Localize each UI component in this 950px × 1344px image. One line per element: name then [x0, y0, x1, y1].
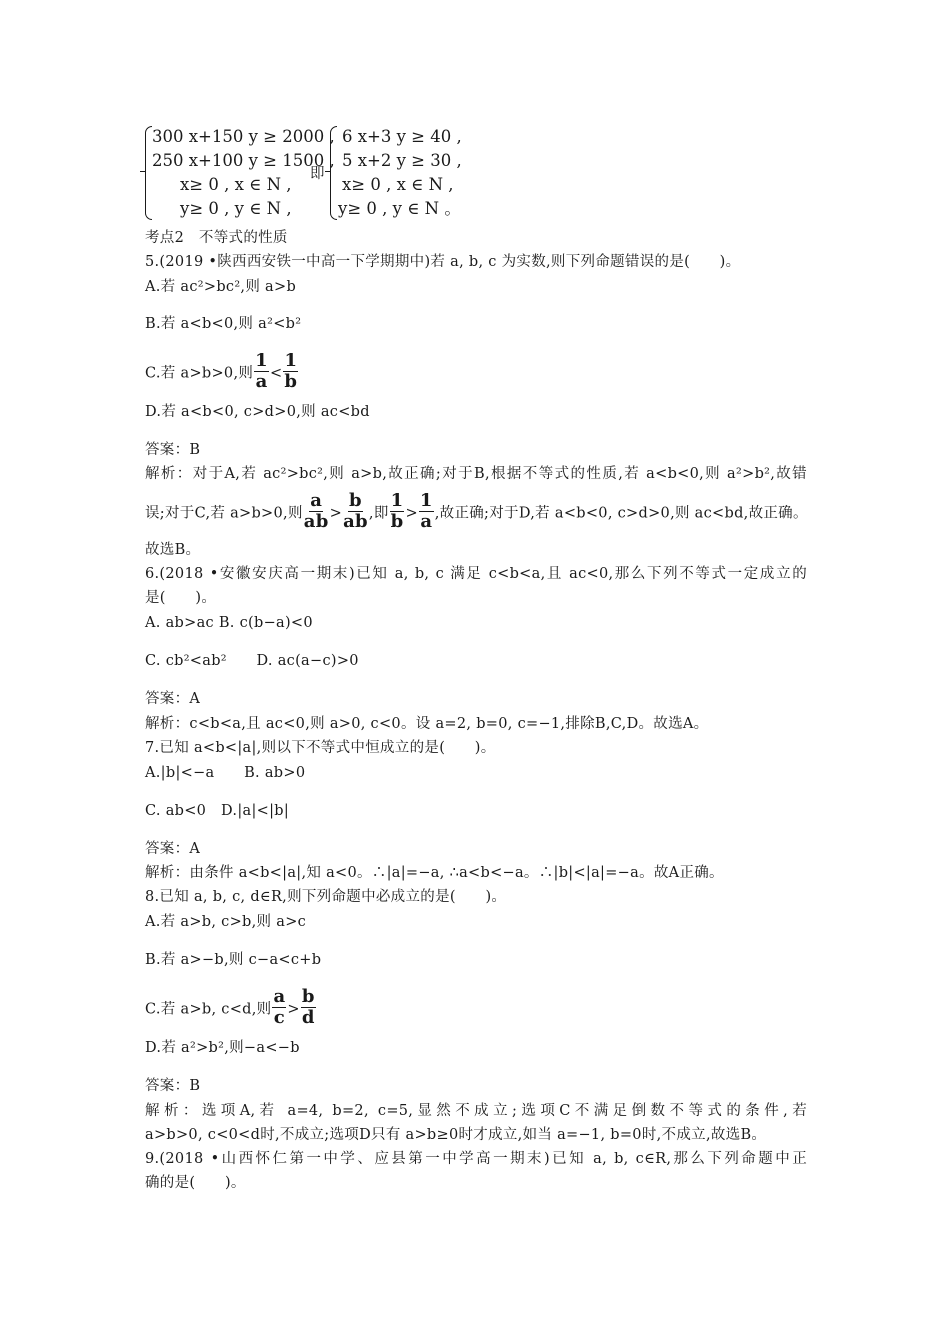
- left-brace: [145, 126, 152, 220]
- q6-options-cd: C. cb²<ab² D. ac(a−c)>0: [145, 653, 359, 669]
- fraction: $\frac{1}{a}$: [419, 490, 433, 532]
- q7-options-cd: C. ab<0 D.|a|<|b|: [145, 803, 290, 819]
- fraction: $\frac{a}{ab}$: [303, 490, 329, 532]
- q5-option-d: D.若 a<b<0, c>d>0,则 ac<bd: [145, 404, 370, 420]
- fraction: $\frac{1}{b}$: [284, 350, 298, 392]
- q7-explanation: 解析：由条件 a<b<|a|,知 a<0。∴|a|=−a, ∴a<b<−a。∴|b|<|a|=−a。故A正确。: [145, 865, 724, 881]
- q5-explanation-2: 误;对于C,若 a>b>0,则 $\frac{a}{ab}$ > $\frac{b}{ab}$ ,即 $\frac{1}{b}$ > $\frac{1}{a}$ ,故正确;对于D,若 a<b<0, c>d>0,则 ac<bd,故正确。: [145, 490, 808, 532]
- right-brace: [330, 126, 337, 220]
- q6-stem-1: 6.(2018 •安徽安庆高一期末)已知 a, b, c 满足 c<b<a,且 ac<0,那么下列不等式一定成立的: [145, 566, 807, 582]
- q5-answer: 答案：B: [145, 442, 201, 458]
- fraction: $\frac{1}{a}$: [255, 350, 268, 392]
- left-row-3: x≥ 0 , x ∈ N ,: [180, 175, 292, 194]
- fraction: $\frac{b}{d}$: [301, 986, 315, 1028]
- right-row-4: y≥ 0 , y ∈ N 。: [338, 199, 461, 218]
- fraction: $\frac{a}{c}$: [273, 986, 286, 1028]
- q5-option-c: C.若 a>b>0,则 $\frac{1}{a}$ < $\frac{1}{b}$: [145, 350, 298, 392]
- right-row-1: 6 x+3 y ≥ 40 ,: [342, 127, 462, 146]
- q5-option-a: A.若 ac²>bc²,则 a>b: [145, 279, 297, 295]
- q5-option-b: B.若 a<b<0,则 a²<b²: [145, 316, 302, 332]
- q7-options-ab: A.|b|<−a B. ab>0: [145, 765, 306, 781]
- fraction: $\frac{b}{ab}$: [343, 490, 368, 532]
- q9-stem-2: 确的是( )。: [145, 1175, 246, 1191]
- q8-stem: 8.已知 a, b, c, d∈R,则下列命题中必成立的是( )。: [145, 889, 507, 905]
- q8-option-c-prefix: C.若 a>b, c<d,则: [145, 1001, 272, 1018]
- fraction: $\frac{1}{b}$: [390, 490, 404, 532]
- right-row-3: x≥ 0 , x ∈ N ,: [342, 175, 454, 194]
- q6-options-ab: A. ab>ac B. c(b−a)<0: [145, 615, 313, 631]
- inequality-system: [142, 124, 562, 222]
- right-row-2: 5 x+2 y ≥ 30 ,: [342, 151, 462, 170]
- q7-stem: 7.已知 a<b<|a|,则以下不等式中恒成立的是( )。: [145, 740, 496, 756]
- q8-option-b: B.若 a>−b,则 c−a<c+b: [145, 952, 322, 968]
- q8-option-d: D.若 a²>b²,则−a<−b: [145, 1040, 300, 1056]
- q9-stem-1: 9.(2018 •山西怀仁第一中学、应县第一中学高一期末)已知 a, b, c∈R,那么下列命题中正: [145, 1151, 807, 1167]
- q8-explanation-2: a>b>0, c<0<d时,不成立;选项D只有 a>b≥0时才成立,如当 a=−1, b=0时,不成立,故选B。: [145, 1127, 767, 1143]
- q6-answer: 答案：A: [145, 691, 201, 707]
- left-row-2: 250 x+100 y ≥ 1500 ,: [152, 151, 335, 170]
- q5-explanation-3: 故选B。: [145, 542, 201, 558]
- q8-option-c: C.若 a>b, c<d,则 $\frac{a}{c}$ > $\frac{b}{d}$: [145, 986, 315, 1028]
- left-row-1: 300 x+150 y ≥ 2000 ,: [152, 127, 335, 146]
- q5-explanation-1: 解析：对于A,若 ac²>bc²,则 a>b,故正确;对于B,根据不等式的性质,若 a<b<0,则 a²>b²,故错: [145, 466, 807, 482]
- q8-answer: 答案：B: [145, 1078, 201, 1094]
- section-title: 考点2 不等式的性质: [145, 230, 288, 246]
- q6-stem-2: 是( )。: [145, 590, 217, 606]
- connector-ji: 即: [310, 166, 325, 182]
- q5-stem: 5.(2019 •陕西西安铁一中高一下学期期中)若 a, b, c 为实数,则下列命题错误的是( )。: [145, 254, 741, 270]
- q8-option-a: A.若 a>b, c>b,则 a>c: [145, 914, 307, 930]
- q8-explanation-1: 解析：选项A,若 a=4, b=2, c=5,显然不成立;选项C不满足倒数不等式的条件,若: [145, 1103, 807, 1119]
- q5-option-c-prefix: C.若 a>b>0,则: [145, 365, 254, 382]
- q6-explanation: 解析：c<b<a,且 ac<0,则 a>0, c<0。设 a=2, b=0, c=−1,排除B,C,D。故选A。: [145, 716, 709, 732]
- left-row-4: y≥ 0 , y ∈ N ,: [180, 199, 292, 218]
- q7-answer: 答案：A: [145, 841, 201, 857]
